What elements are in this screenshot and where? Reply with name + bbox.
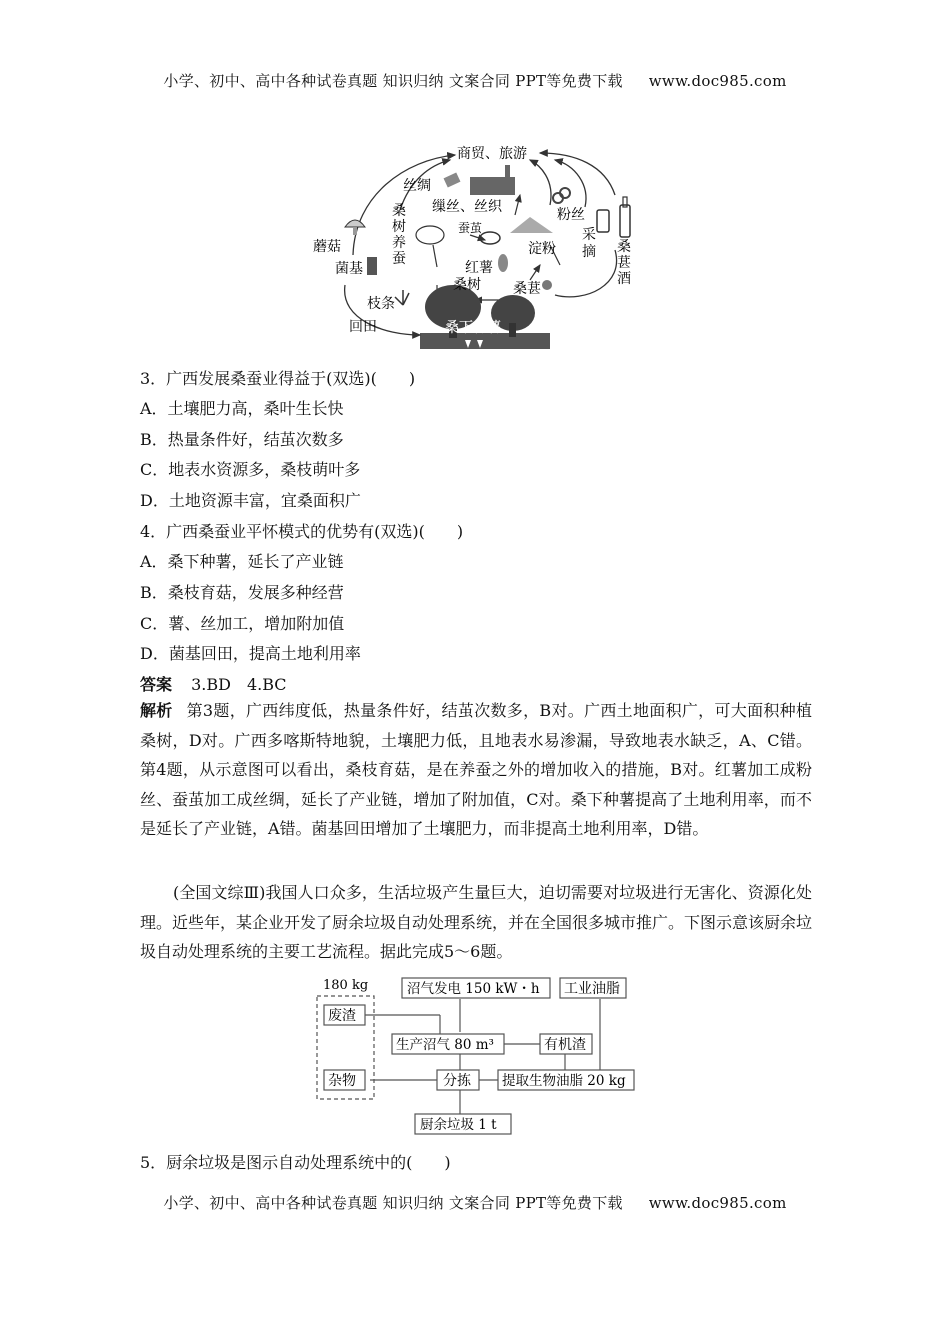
analysis-text: 第3题，广西纬度低，热量条件好，结茧次数多，B对。广西土地面积广，可大面积种植桑树，D对。广西多喀斯特地貌，土壤肥力低，且地表水易渗漏，导致地表水缺乏，A、C错。第4题，从示意图可以看出，桑枝育菇，是在养蚕之外的增加收入的措施，B对。红薯加工成粉丝、蚕茧加工成丝绸，延长了产业链，增加了附加值，C对。桑下种薯提高了土地利用率，而不是延长了产业链，A错。菌基回田增加了土壤肥力，而非提高土地利用率，D错。 [140, 701, 812, 839]
label-mulberryfruit: 桑葚 [513, 281, 541, 297]
label-starch: 淀粉 [528, 241, 556, 257]
analysis-label: 解析 [140, 701, 173, 720]
label-bio-oil: 提取生物油脂 20 kg [502, 1073, 626, 1089]
cocoon-icon [480, 232, 500, 244]
label-substrate: 菌基 [335, 261, 363, 277]
label-undergrow: 桑下种薯 [445, 320, 501, 336]
q3-stem: 3．广西发展桑蚕业得益于(双选)( ) [140, 369, 416, 388]
intro-paragraph: (全国文综Ⅲ)我国人口众多，生活垃圾产生量巨大，迫切需要对垃圾进行无害化、资源化处理。近些年，某企业开发了厨余垃圾自动处理系统，并在全国很多城市推广。下图示意该厨余垃圾自动处理系统的主要工艺流程。据此完成5～6题。 [140, 883, 813, 962]
label-raise-4: 蚕 [392, 251, 406, 267]
answer-label: 答案 [140, 675, 173, 694]
label-mushroom: 蘑菇 [313, 239, 341, 255]
page-footer [0, 1192, 950, 1213]
q4-option-c: C．薯、丝加工，增加附加值 [140, 614, 345, 633]
silk-icon [444, 173, 461, 188]
mulberry-model-diagram [313, 135, 645, 355]
q4-option-a: A．桑下种薯，延长了产业链 [140, 552, 344, 571]
label-biogas-production: 生产沼气 80 m³ [396, 1037, 494, 1053]
label-branch: 枝条 [367, 296, 395, 312]
label-wine-3: 酒 [617, 271, 631, 287]
label-biogas-power: 沼气发电 150 kW・h [407, 981, 540, 997]
answer-line [140, 672, 287, 695]
label-impurities: 杂物 [328, 1073, 356, 1089]
label-reel: 缫丝、丝织 [432, 199, 502, 215]
label-organic-residue: 有机渣 [544, 1037, 586, 1053]
kitchen-waste-flowchart [310, 974, 650, 1136]
q5-stem: 5．厨余垃圾是图示自动处理系统中的( ) [140, 1153, 451, 1172]
q4-option-b: B．桑枝育菇，发展多种经营 [140, 583, 344, 602]
berry-icon [542, 280, 552, 290]
label-pick-2: 摘 [582, 244, 596, 260]
label-trade: 商贸、旅游 [457, 146, 527, 162]
group-label: 180 kg [323, 978, 369, 993]
label-sweetpotato: 红薯 [465, 260, 493, 276]
label-return: 回田 [349, 319, 377, 335]
q4-stem: 4．广西桑蚕业平怀模式的优势有(双选)( ) [140, 522, 464, 541]
silkworm-icon [416, 226, 444, 244]
label-raise-2: 树 [392, 219, 406, 235]
label-raise-1: 桑 [392, 203, 406, 219]
page-header [0, 70, 950, 91]
q3-option-d: D．土地资源丰富，宜桑面积广 [140, 491, 361, 510]
label-mulberrytree: 桑树 [453, 277, 481, 293]
label-waste-residue: 废渣 [328, 1008, 356, 1024]
footer-text: 小学、初中、高中各种试卷真题 知识归纳 文案合同 PPT等免费下载 [163, 1194, 623, 1212]
q4-option-d: D．菌基回田，提高土地利用率 [140, 644, 361, 663]
label-kitchen-waste: 厨余垃圾 1 t [420, 1117, 497, 1133]
label-raise-3: 养 [392, 235, 406, 251]
noodle-icon [553, 193, 563, 203]
analysis-paragraph [140, 696, 812, 844]
q3-option-a: A．土壤肥力高，桑叶生长快 [140, 399, 344, 418]
header-site: www.doc985.com [648, 72, 787, 90]
wine-bottle-icon [620, 205, 630, 237]
footer-site: www.doc985.com [648, 1194, 787, 1212]
answer-value: 3.BD 4.BC [191, 675, 287, 694]
starch-icon [510, 217, 553, 233]
factory-icon [470, 177, 515, 195]
q3-option-c: C．地表水资源多，桑枝萌叶多 [140, 460, 361, 479]
substrate-icon [367, 257, 377, 275]
header-text: 小学、初中、高中各种试卷真题 知识归纳 文案合同 PPT等免费下载 [163, 72, 623, 90]
label-cocoon: 蚕茧 [458, 221, 483, 235]
label-wine-1: 桑 [617, 239, 631, 255]
mushroom-icon [345, 220, 365, 227]
label-silk: 丝绸 [403, 178, 431, 194]
q3-option-b: B．热量条件好，结茧次数多 [140, 430, 344, 449]
label-noodle: 粉丝 [557, 207, 585, 223]
jar-icon [597, 210, 609, 232]
label-industrial-oil: 工业油脂 [564, 981, 620, 997]
label-pick-1: 采 [582, 227, 596, 243]
label-wine-2: 葚 [617, 255, 631, 271]
label-sorting: 分拣 [443, 1073, 471, 1089]
sweet-potato-icon [498, 254, 508, 272]
branch-icon [395, 290, 409, 305]
